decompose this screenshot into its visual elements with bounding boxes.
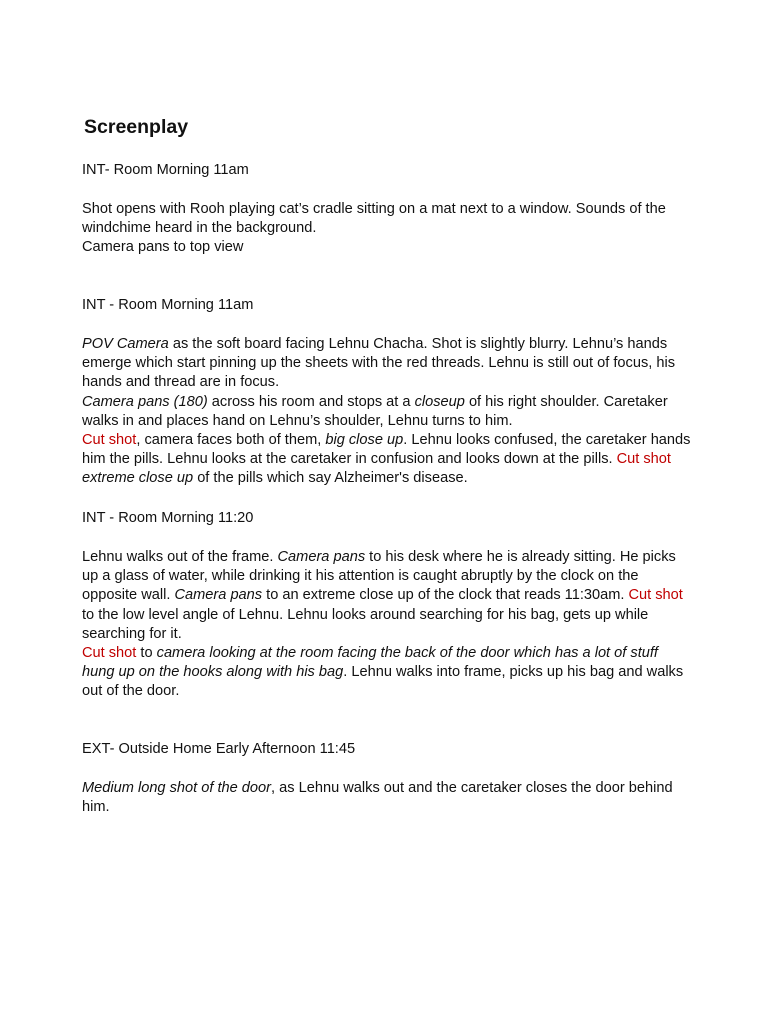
action-paragraph <box>82 548 692 644</box>
scene-2-body <box>82 335 692 489</box>
action-text: , camera faces both of them, <box>136 432 326 449</box>
document-title: Screenplay <box>84 116 189 138</box>
action-paragraph <box>82 431 692 489</box>
scene-heading: INT - Room Morning 11:20 <box>82 510 254 526</box>
camera-direction: Medium long shot of the door <box>82 780 272 796</box>
scene-1 <box>82 161 692 180</box>
scene-4 <box>82 740 692 759</box>
action-text: across his room and stops at a <box>207 393 415 410</box>
action-text: , as Lehnu walks out and the caretaker closes the door behind him. <box>82 780 673 816</box>
action-text: to the low level angle of Lehnu. Lehnu looks around searching for his bag, gets up while searching for it. <box>82 606 649 642</box>
cut-shot-marker: Cut shot <box>616 451 671 468</box>
cut-shot-marker: Cut shot <box>628 587 683 604</box>
action-paragraph <box>82 644 692 702</box>
camera-direction: Camera pans (180) <box>82 393 208 410</box>
camera-direction: Camera pans <box>174 587 263 604</box>
action-paragraph: Camera pans to top view <box>82 239 244 256</box>
camera-direction: POV Camera <box>82 336 169 352</box>
cut-shot-marker: Cut shot <box>82 645 137 662</box>
action-paragraph: Shot opens with Rooh playing cat’s cradle sitting on a mat next to a window. Sounds of the windchime heard in the background. <box>82 201 666 237</box>
camera-direction: camera looking at the room facing the back of the door which has a lot of stuff hung up on the hooks along with his bag <box>82 645 658 681</box>
camera-direction: extreme close up <box>82 470 194 487</box>
scene-3-body <box>82 548 692 702</box>
camera-direction: closeup <box>414 393 465 410</box>
scene-4-body <box>82 779 692 817</box>
action-text: as the soft board facing Lehnu Chacha. Shot is slightly blurry. Lehnu’s hands emerge which start pinning up the sheets with the red threads. Lehnu is still out of focus, his hands and thread are in focus. <box>82 336 675 391</box>
action-paragraph <box>82 393 692 431</box>
scene-2 <box>82 296 692 315</box>
scene-heading: INT - Room Morning 11am <box>82 297 254 313</box>
action-text: . Lehnu walks into frame, picks up his bag and walks out of the door. <box>82 664 684 700</box>
action-paragraph <box>82 335 692 393</box>
action-text: to his desk where he is already sitting. He picks up a glass of water, while drinking it his attention is caught abruptly by the clock on the opposite wall. <box>82 549 676 604</box>
camera-direction: big close up <box>325 432 404 449</box>
camera-direction: Camera pans <box>277 549 366 565</box>
cut-shot-marker: Cut shot <box>82 432 137 449</box>
scene-heading: EXT- Outside Home Early Afternoon 11:45 <box>82 741 356 757</box>
action-text: . Lehnu looks confused, the caretaker hands him the pills. Lehnu looks at the caretaker in confusion and looks down at the pills. <box>82 432 691 468</box>
action-text: to <box>136 645 157 662</box>
scene-3 <box>82 509 692 528</box>
scene-heading: INT- Room Morning 11am <box>82 162 249 178</box>
scene-1-body <box>82 200 692 258</box>
action-text: Lehnu walks out of the frame. <box>82 549 278 565</box>
action-text: of the pills which say Alzheimer's disease. <box>193 470 468 487</box>
action-text: of his right shoulder. Caretaker walks in and places hand on Lehnu’s shoulder, Lehnu turns to him. <box>82 393 668 429</box>
action-paragraph <box>82 779 692 817</box>
action-text: to an extreme close up of the clock that reads 11:30am. <box>262 587 629 604</box>
